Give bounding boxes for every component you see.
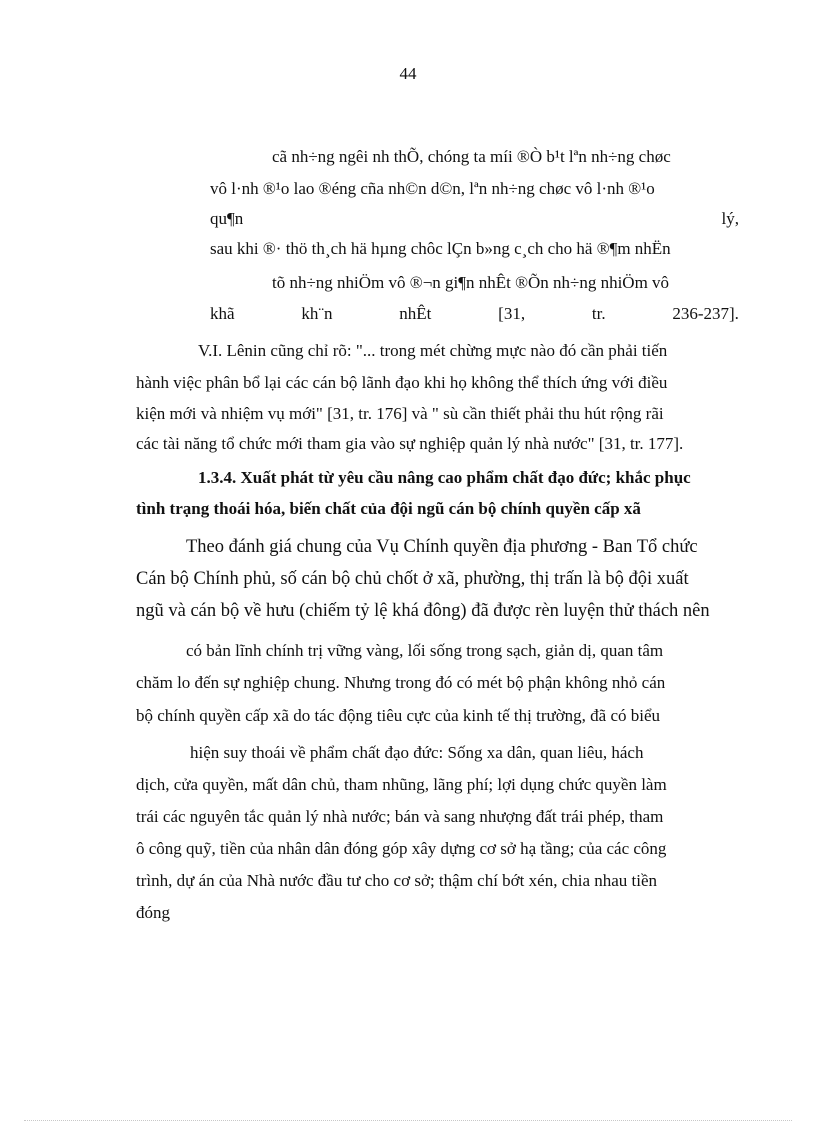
quote-line: [210, 208, 739, 230]
quote-line: cã nh÷ng ngêi nh thÕ, chóng ta míi ®Ò b¹t lªn nh÷ng chøc: [272, 147, 671, 166]
text-line: bộ chính quyền cấp xã do tác động tiêu cực của kinh tế thị trường, đã có biểu: [136, 706, 661, 725]
quote-line: tõ nh÷ng nhiÖm vô ®¬n gi¶n nhÊt ®Õn nh÷ng nhiÖm vô: [272, 273, 670, 292]
text-line: Theo đánh giá chung của Vụ Chính quyền địa phương - Ban Tổ chức: [186, 537, 698, 557]
quote-word: nhÊt: [399, 304, 432, 323]
quote-word: [31,: [498, 304, 526, 323]
text-line: các tài năng tổ chức mới tham gia vào sự nghiệp quản lý nhà nước" [31, tr. 177].: [136, 434, 684, 453]
quote-line: vô l·nh ®¹o lao ®éng cña nh©n d©n, lªn nh÷ng chøc vô l·nh ®¹o: [210, 179, 655, 198]
quote-word: qu¶n: [210, 209, 244, 228]
page-number: 44: [399, 64, 417, 83]
text-line: chăm lo đến sự nghiệp chung. Nhưng trong đó có mét bộ phận không nhỏ cán: [136, 673, 666, 692]
text-line: ô công quỹ, tiền của nhân dân đóng góp xây dựng cơ sở hạ tầng; của các công: [136, 839, 667, 858]
text-line: kiện mới và nhiệm vụ mới" [31, tr. 176] và " sù cần thiết phải thu hút rộng rãi: [136, 404, 664, 423]
text-line: Cán bộ Chính phủ, số cán bộ chủ chốt ở xã, phường, thị trấn là bộ đội xuất: [136, 569, 689, 589]
text-line: đóng: [136, 903, 170, 922]
text-line: trái các nguyên tắc quản lý nhà nước; bán và sang nhượng đất trái phép, tham: [136, 807, 664, 826]
quote-word: tr.: [591, 304, 606, 323]
text-line: trình, dự án của Nhà nước đầu tư cho cơ sở; thậm chí bớt xén, chia nhau tiền: [136, 871, 658, 890]
text-line: V.I. Lênin cũng chỉ rõ: "... trong mét chừng mực nào đó cần phải tiến: [198, 341, 668, 360]
text-line: ngũ và cán bộ về hưu (chiếm tỷ lệ khá đông) đã được rèn luyện thử thách nên: [136, 601, 710, 621]
quote-word: kh¨n: [301, 304, 333, 323]
text-line: có bản lĩnh chính trị vững vàng, lối sống trong sạch, giản dị, quan tâm: [186, 641, 664, 660]
text-line: hiện suy thoái về phẩm chất đạo đức: Sống xa dân, quan liêu, hách: [190, 743, 644, 762]
text-line: dịch, cửa quyền, mất dân chủ, tham nhũng, lãng phí; lợi dụng chức quyền làm: [136, 775, 667, 794]
quote-line: [210, 303, 739, 325]
page-bottom-divider: [24, 1120, 792, 1121]
quote-word: khã: [210, 304, 235, 323]
text-line: hành việc phân bổ lại các cán bộ lãnh đạo khi họ không thể thích ứng với điều: [136, 373, 668, 392]
heading-line: tình trạng thoái hóa, biến chất của đội ngũ cán bộ chính quyền cấp xã: [136, 499, 641, 518]
quote-word: 236-237].: [672, 304, 739, 323]
quote-word: lý,: [721, 209, 739, 228]
heading-line: 1.3.4. Xuất phát từ yêu cầu nâng cao phẩm chất đạo đức; khắc phục: [198, 468, 691, 487]
quote-line: sau khi ®· thö th¸ch hä hµng chôc lÇn b»ng c¸ch cho hä ®¶m nhËn: [210, 239, 671, 258]
